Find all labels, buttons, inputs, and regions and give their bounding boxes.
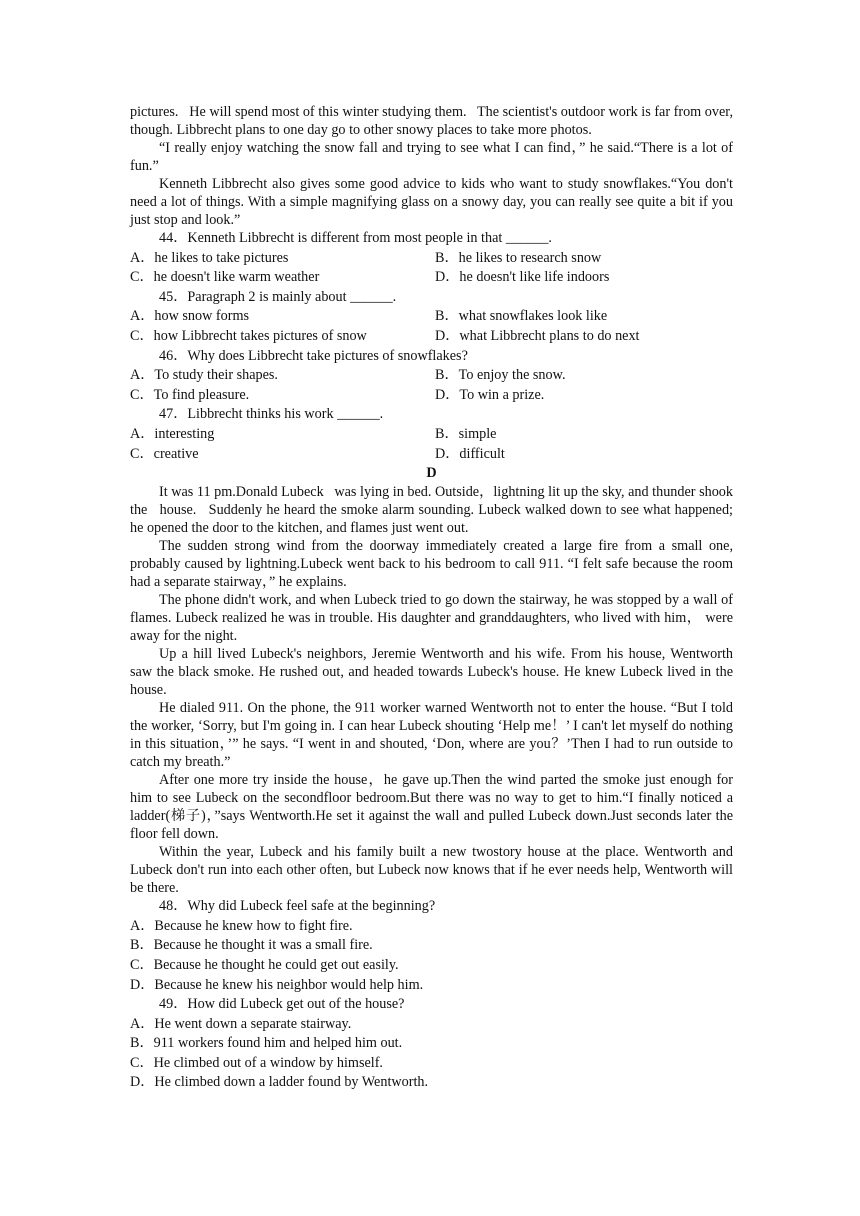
question-45 [130, 288, 733, 347]
passage-c-paragraph: Kenneth Libbrecht also gives some good advice to kids who want to study snowflakes.“You don't need a lot of things. With a simple magnifying glass on a snowy day, you can really see quite a bit if you just stop and look.” [130, 176, 733, 228]
question-stem: 44．Kenneth Libbrecht is different from most people in that ______. [159, 230, 552, 246]
option-b: B．what snowflakes look like [435, 308, 608, 325]
option-b: B．simple [435, 425, 497, 442]
question-stem: 45．Paragraph 2 is mainly about ______. [159, 288, 397, 305]
option-d: D．difficult [435, 445, 505, 462]
option-a: A．interesting [130, 425, 215, 442]
question-49 [130, 995, 733, 1093]
option-c: C．creative [130, 445, 199, 462]
question-stem: 46．Why does Libbrecht take pictures of snowflakes? [159, 347, 468, 364]
option-c: C．Because he thought he could get out easily. [130, 956, 399, 973]
document-page [130, 103, 733, 1093]
option-b: B．To enjoy the snow. [435, 367, 566, 384]
passage-d-paragraph: Within the year, Lubeck and his family built a new twostory house at the place. Wentworth and Lubeck don't run into each other often, but Lubeck now knows that if he ever needs help, Wentworth will be there. [130, 844, 733, 897]
passage-d-paragraph: He dialed 911. On the phone, the 911 worker warned Wentworth not to enter the house. “But I told the worker, ‘Sorry, but I'm going in. I can hear Lubeck shouting ‘Help me！’ I can't let myself do nothing in this situation，’” he says. “I went in and shouted, ‘Don, where are you？’Then I had to run outside to catch my breath.” [130, 700, 733, 771]
option-a: A．To study their shapes. [130, 367, 278, 384]
question-stem: 48．Why did Lubeck feel safe at the beginning? [159, 898, 436, 915]
options-grid [130, 366, 733, 405]
passage-d-paragraph: After one more try inside the house，he gave up.Then the wind parted the smoke just enough for him to see Lubeck on the secondfloor bedroom.But there was no way to get to him.“I finally noticed a ladder(梯子)，”says Wentworth.He set it against the wall and pulled Lubeck down.Just seconds later the floor fell down. [130, 772, 733, 843]
question-46 [130, 347, 733, 406]
question-44 [130, 229, 733, 288]
passage-d-paragraph: The phone didn't work, and when Lubeck tried to go down the stairway, he was stopped by a wall of flames. Lubeck realized he was in trouble. His daughter and granddaughters, who lived with him， were away for the night. [130, 592, 733, 645]
question-stem: 49．How did Lubeck get out of the house? [159, 996, 405, 1013]
passage-c-paragraph: “I really enjoy watching the snow fall and trying to see what I can find，” he said.“There is a lot of fun.” [130, 140, 733, 174]
option-a: A．He went down a separate stairway. [130, 1015, 352, 1032]
option-d: D．Because he knew his neighbor would help him. [130, 976, 424, 993]
option-d: D．To win a prize. [435, 386, 545, 403]
option-d: D．He climbed down a ladder found by Wentworth. [130, 1074, 429, 1091]
option-a: A．how snow forms [130, 308, 250, 325]
option-c: C．how Libbrecht takes pictures of snow [130, 327, 367, 344]
question-stem: 47．Libbrecht thinks his work ______. [159, 406, 384, 423]
passage-d-paragraph: The sudden strong wind from the doorway immediately created a large fire from a small one, probably caused by lightning.Lubeck went back to his bedroom to call 911. “I felt safe because the room had a separate stairway，” he explains. [130, 538, 733, 591]
options-grid [130, 249, 733, 288]
option-a: A．he likes to take pictures [130, 249, 289, 266]
option-b: B．he likes to research snow [435, 249, 602, 266]
passage-d-paragraph: Up a hill lived Lubeck's neighbors, Jeremie Wentworth and his wife. From his house, Wentworth saw the black smoke. He rushed out, and headed towards Lubeck's house. He knew Lubeck lived in the house. [130, 646, 733, 699]
option-d: D．what Libbrecht plans to do next [435, 327, 640, 344]
option-c: C．He climbed out of a window by himself. [130, 1054, 383, 1071]
question-47 [130, 405, 733, 464]
option-d: D．he doesn't like life indoors [435, 269, 610, 286]
section-d-title: D [426, 465, 437, 482]
question-48 [130, 897, 733, 995]
option-a: A．Because he knew how to fight fire. [130, 917, 353, 934]
option-b: B．911 workers found him and helped him out. [130, 1035, 403, 1052]
passage-c-paragraph: pictures. He will spend most of this winter studying them. The scientist's outdoor work is far from over, though. Libbrecht plans to one day go to other snowy places to take more photos. [130, 104, 733, 138]
options-grid [130, 307, 733, 346]
passage-d-paragraph: It was 11 pm.Donald Lubeck was lying in bed. Outside，lightning lit up the sky, and thunder shook the house. Suddenly he heard the smoke alarm sounding. Lubeck walked down to see what happened; he opened the door to the kitchen, and flames just went out. [130, 484, 733, 537]
option-c: C．he doesn't like warm weather [130, 269, 320, 286]
options-grid [130, 425, 733, 464]
option-c: C．To find pleasure. [130, 386, 250, 403]
option-b: B．Because he thought it was a small fire. [130, 937, 373, 954]
